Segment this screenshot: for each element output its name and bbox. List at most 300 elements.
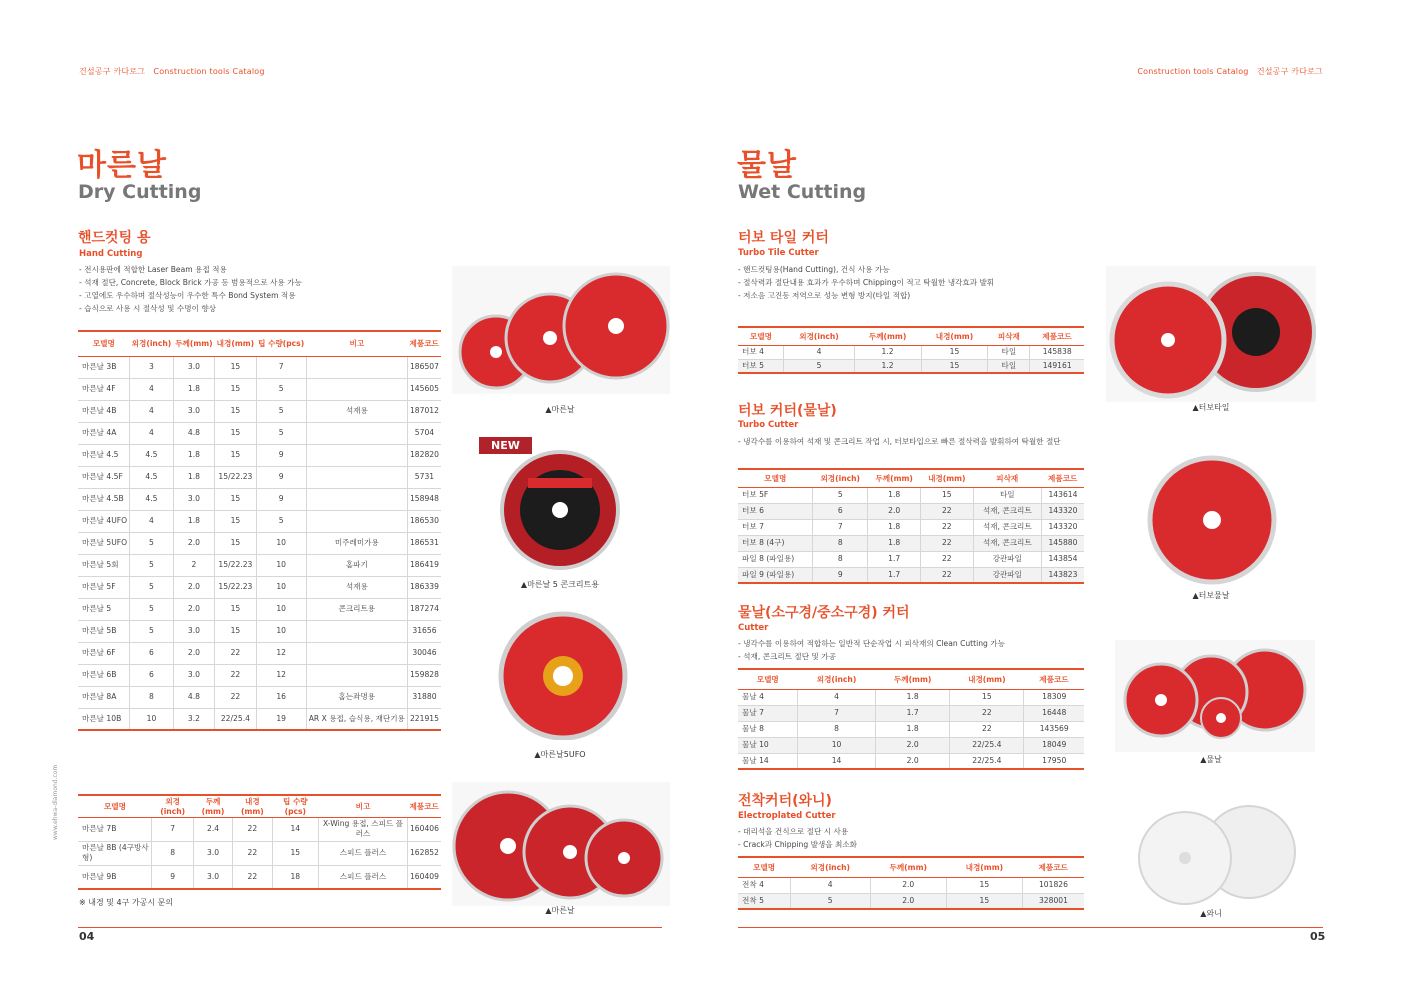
feature-item: - 습식으로 사용 시 절삭성 및 수명이 향상 — [79, 302, 449, 315]
table-cell: 5 — [130, 598, 174, 620]
column-header: 내경(mm) — [921, 327, 988, 345]
table-row — [738, 567, 1084, 583]
table-cell: 마른날 4A — [78, 422, 130, 444]
table-cell: 터보 6 — [738, 503, 813, 519]
product-photo-wet-blades — [1115, 640, 1315, 752]
page-number: 04 — [79, 930, 95, 943]
turbo-cutter-image — [1146, 454, 1278, 586]
table-row — [78, 400, 441, 422]
table-cell: 석재용 — [306, 576, 407, 598]
table-cell: 5 — [256, 400, 306, 422]
page-title-en: Wet Cutting — [738, 181, 867, 203]
table-cell: 5 — [813, 487, 868, 503]
table-cell: 22 — [233, 865, 272, 889]
table-cell — [306, 510, 407, 532]
table-cell: 1.8 — [876, 689, 950, 705]
table-cell: 마른날 6F — [78, 642, 130, 664]
table-cell: 마른날 4.5F — [78, 466, 130, 488]
table-cell: 187274 — [407, 598, 441, 620]
table-row — [738, 345, 1084, 359]
table-cell: 3 — [130, 356, 174, 378]
spec-table-turbo-tile — [738, 326, 1084, 374]
table-cell: 10 — [798, 737, 876, 753]
table-row — [78, 378, 441, 400]
running-header-en: Construction tools Catalog — [153, 67, 265, 76]
photo-caption: ▲터보타일 — [1192, 403, 1230, 412]
table-cell: 석재, 콘크리트 — [973, 503, 1041, 519]
table-cell: 마른날 4F — [78, 378, 130, 400]
feature-list — [738, 637, 1078, 663]
table-cell: 16448 — [1024, 705, 1084, 721]
table-cell: 15 — [215, 422, 256, 444]
table-cell: 타일 — [973, 487, 1041, 503]
table-cell: 15 — [215, 356, 256, 378]
column-header: 두께(mm) — [193, 795, 232, 817]
table-cell: 9 — [152, 865, 193, 889]
table-cell: 5 — [256, 422, 306, 444]
table-row — [738, 535, 1084, 551]
table-cell: 4 — [130, 378, 174, 400]
table-cell: 4 — [130, 400, 174, 422]
table-row — [738, 753, 1084, 769]
table-row — [78, 841, 441, 865]
table-cell: 159828 — [407, 664, 441, 686]
table-cell: 강관파일 — [973, 567, 1041, 583]
product-photo-ufo-blade — [496, 610, 630, 740]
photo-caption: ▲마른날 — [545, 405, 575, 414]
table-cell: 6 — [130, 664, 174, 686]
table-cell: 3.0 — [173, 620, 214, 642]
column-header: 외경(inch) — [784, 327, 854, 345]
table-cell: 3.0 — [193, 841, 232, 865]
table-cell: 홈파기 — [306, 554, 407, 576]
table-cell: 3.0 — [173, 664, 214, 686]
table-cell: 162852 — [407, 841, 441, 865]
table-row — [738, 705, 1084, 721]
table-cell: 석재, 콘크리트 — [973, 519, 1041, 535]
table-cell: 8 — [813, 551, 868, 567]
dry-blade-set-image — [452, 266, 670, 394]
table-row — [738, 487, 1084, 503]
table-cell: 22 — [215, 664, 256, 686]
table-cell: 마른날 8A — [78, 686, 130, 708]
product-photo-concrete-blade — [478, 440, 634, 572]
table-cell: 터보 5F — [738, 487, 813, 503]
feature-item: - 핸드컷팅용(Hand Cutting), 건식 사용 가능 — [738, 263, 1088, 276]
table-row — [738, 519, 1084, 535]
table-cell: 터보 5 — [738, 359, 784, 373]
table-cell: 31880 — [407, 686, 441, 708]
column-header: 제품코드 — [1030, 327, 1084, 345]
section-title-en: Turbo Tile Cutter — [738, 248, 819, 258]
feature-item: - 전시용판에 적합한 Laser Beam 용접 적용 — [79, 263, 449, 276]
feature-item: - 석재, 콘크리트 절단 및 가공 — [738, 650, 1078, 663]
table-cell: 9 — [256, 444, 306, 466]
table-cell: 터보 7 — [738, 519, 813, 535]
column-header: 내경(mm) — [920, 469, 973, 487]
table-cell: 2.0 — [876, 753, 950, 769]
turbo-tile-image — [1106, 266, 1316, 402]
table-cell: 4.5 — [130, 444, 174, 466]
table-row — [738, 721, 1084, 737]
feature-list — [79, 263, 449, 315]
table-cell: 18309 — [1024, 689, 1084, 705]
table-cell — [306, 466, 407, 488]
website-vertical-text: www.ehwa-diamond.com — [52, 764, 59, 840]
left-page — [0, 0, 701, 992]
table-cell: 1.7 — [868, 567, 921, 583]
feature-list — [738, 825, 1078, 851]
table-cell: 5731 — [407, 466, 441, 488]
speed-blade-set-image — [452, 782, 670, 906]
table-row — [78, 664, 441, 686]
table-cell: 22 — [920, 519, 973, 535]
table-cell: 마른날 3B — [78, 356, 130, 378]
section-title-kr: 터보 타일 커터 — [738, 230, 829, 246]
table-cell: 2.0 — [870, 893, 946, 909]
table-cell: 터보 8 (4구) — [738, 535, 813, 551]
table-cell — [306, 356, 407, 378]
table-cell: 7 — [256, 356, 306, 378]
table-cell — [306, 664, 407, 686]
table-cell: 15 — [215, 598, 256, 620]
table-cell: 143854 — [1041, 551, 1084, 567]
table-cell: 22 — [920, 503, 973, 519]
table-cell: 5 — [784, 359, 854, 373]
footer-rule — [738, 927, 1323, 928]
table-cell: 7 — [798, 705, 876, 721]
table-cell: 19 — [256, 708, 306, 730]
table-cell: 22 — [233, 841, 272, 865]
table-cell: 9 — [813, 567, 868, 583]
column-header: 두께(mm) — [854, 327, 921, 345]
page-title-en: Dry Cutting — [78, 181, 202, 203]
table-cell: 물날 10 — [738, 737, 798, 753]
column-header: 모델명 — [738, 469, 813, 487]
table-cell: 파일 8 (파일용) — [738, 551, 813, 567]
table-cell: 10 — [256, 620, 306, 642]
table-cell: 4.5 — [130, 488, 174, 510]
page-number: 05 — [1310, 930, 1326, 943]
blade-large — [564, 274, 668, 378]
table-cell: 5 — [256, 378, 306, 400]
table-cell: 4 — [130, 510, 174, 532]
column-header: 비고 — [306, 331, 407, 356]
table-row — [738, 503, 1084, 519]
table-cell: 22/25.4 — [950, 737, 1024, 753]
table-cell: 22 — [215, 686, 256, 708]
table-cell: 마른날 5B — [78, 620, 130, 642]
column-header: 외경(inch) — [798, 669, 876, 689]
table-cell: 스피드 플러스 — [319, 865, 408, 889]
table-cell: 물날 8 — [738, 721, 798, 737]
table-cell: 1.8 — [868, 535, 921, 551]
table-cell: 1.2 — [854, 359, 921, 373]
table-row — [738, 359, 1084, 373]
table-cell: 마른날 5UFO — [78, 532, 130, 554]
table-cell: 22 — [950, 721, 1024, 737]
table-row — [78, 576, 441, 598]
table-cell: 3.0 — [173, 488, 214, 510]
table-cell: 물날 14 — [738, 753, 798, 769]
table-cell: 3.2 — [173, 708, 214, 730]
column-header: 팁 수량(pcs) — [256, 331, 306, 356]
table-cell: 1.8 — [876, 721, 950, 737]
section-title-kr: 전착커터(와니) — [738, 793, 832, 809]
table-cell: 8 — [813, 535, 868, 551]
table-cell: 143320 — [1041, 503, 1084, 519]
table-cell: 10 — [130, 708, 174, 730]
table-row — [78, 554, 441, 576]
table-row — [78, 642, 441, 664]
table-cell: 15 — [921, 359, 988, 373]
table-cell: 4 — [130, 422, 174, 444]
table-cell: 전착 5 — [738, 893, 790, 909]
table-cell: 22 — [215, 642, 256, 664]
table-cell: 2.4 — [193, 817, 232, 841]
table-cell: 186419 — [407, 554, 441, 576]
table-cell: 145605 — [407, 378, 441, 400]
table-row — [78, 817, 441, 841]
product-photo-electroplated — [1115, 800, 1315, 908]
table-cell: 5 — [130, 620, 174, 642]
table-row — [78, 532, 441, 554]
table-cell: 8 — [130, 686, 174, 708]
table-cell: 물날 4 — [738, 689, 798, 705]
table-cell: 5704 — [407, 422, 441, 444]
table-cell: 15 — [215, 444, 256, 466]
column-header: 두께(mm) — [868, 469, 921, 487]
new-badge: NEW — [479, 437, 532, 454]
spec-table-hand-cutting — [78, 330, 441, 731]
table-cell — [306, 488, 407, 510]
table-cell: 타일 — [988, 345, 1030, 359]
table-cell: 4.8 — [173, 686, 214, 708]
page-title-kr: 물날 — [737, 148, 797, 183]
column-header: 내경(mm) — [215, 331, 256, 356]
table-cell: 마른날 9B — [78, 865, 152, 889]
table-cell: 2.0 — [868, 503, 921, 519]
column-header: 모델명 — [738, 327, 784, 345]
column-header: 제품코드 — [1041, 469, 1084, 487]
table-cell: 143569 — [1024, 721, 1084, 737]
table-cell: 5 — [790, 893, 870, 909]
table-cell: 10 — [256, 554, 306, 576]
section-title-en: Electroplated Cutter — [738, 811, 836, 821]
feature-item: - Crack과 Chipping 발생을 최소화 — [738, 838, 1078, 851]
feature-item: - 냉각수를 이용하여 적합하는 일반적 단순작업 시 피삭재의 Clean Cutting 가능 — [738, 637, 1078, 650]
table-cell: 석재용 — [306, 400, 407, 422]
table-cell: 30046 — [407, 642, 441, 664]
table-cell: 5 — [130, 576, 174, 598]
table-cell: 2.0 — [173, 576, 214, 598]
table-cell: 22 — [950, 705, 1024, 721]
column-header: 내경(mm) — [946, 857, 1022, 877]
ufo-blade-image — [496, 610, 630, 740]
table-cell: X-Wing 용접, 스피드 플러스 — [319, 817, 408, 841]
wet-blade-set-image — [1115, 640, 1315, 752]
table-cell: 143823 — [1041, 567, 1084, 583]
table-cell: 1.8 — [173, 510, 214, 532]
table-row — [78, 356, 441, 378]
running-header-kr: 건설공구 카다로그 — [1256, 67, 1323, 76]
section-title-en: Cutter — [738, 623, 769, 633]
table-cell: 6 — [130, 642, 174, 664]
column-header: 내경(mm) — [233, 795, 272, 817]
section-title-kr: 터보 커터(물날) — [738, 403, 837, 419]
column-header: 두께(mm) — [876, 669, 950, 689]
column-header: 피삭재 — [988, 327, 1030, 345]
photo-caption: ▲물날 — [1200, 755, 1222, 764]
photo-caption: ▲마른날 — [545, 906, 575, 915]
table-cell: 4.8 — [173, 422, 214, 444]
column-header: 제품코드 — [407, 795, 441, 817]
table-cell: 5 — [256, 510, 306, 532]
table-cell: 101826 — [1022, 877, 1084, 893]
table-cell — [306, 422, 407, 444]
feature-item: - 냉각수를 이용하여 석재 및 콘크리트 작업 시, 터보타입으로 빠른 절삭력을 발휘하여 탁월한 절단 — [738, 435, 1078, 448]
table-cell: 31656 — [407, 620, 441, 642]
table-row — [738, 689, 1084, 705]
table-cell — [306, 444, 407, 466]
table-cell: 145880 — [1041, 535, 1084, 551]
column-header: 외경(inch) — [813, 469, 868, 487]
table-cell: 마른날 10B — [78, 708, 130, 730]
table-cell: 마른날 7B — [78, 817, 152, 841]
table-cell: 182820 — [407, 444, 441, 466]
table-cell: 158948 — [407, 488, 441, 510]
feature-item: - 대리석을 건식으로 절단 시 사용 — [738, 825, 1078, 838]
table-cell: 12 — [256, 642, 306, 664]
table-cell: 22/25.4 — [950, 753, 1024, 769]
table-cell: 마른날 4UFO — [78, 510, 130, 532]
running-header-en: Construction tools Catalog — [1137, 67, 1249, 76]
photo-caption: ▲와니 — [1200, 909, 1222, 918]
table-cell: 콘크리트용 — [306, 598, 407, 620]
section-title-kr: 물날(소구경/중소구경) 커터 — [738, 605, 910, 621]
table-cell: 9 — [256, 466, 306, 488]
table-row — [78, 488, 441, 510]
table-cell: 4 — [790, 877, 870, 893]
table-cell: 15/22.23 — [215, 466, 256, 488]
table-cell: 18 — [272, 865, 319, 889]
table-row — [738, 551, 1084, 567]
column-header: 제품코드 — [1022, 857, 1084, 877]
spec-table-electroplated — [738, 856, 1084, 910]
table-cell: 6 — [813, 503, 868, 519]
product-photo-turbo-cutter — [1146, 454, 1278, 586]
table-cell: 15 — [215, 378, 256, 400]
table-row — [78, 510, 441, 532]
page-title-kr: 마른날 — [77, 148, 167, 183]
table-cell: 145838 — [1030, 345, 1084, 359]
running-header-kr: 건설공구 카다로그 — [79, 67, 146, 76]
column-header: 외경(inch) — [130, 331, 174, 356]
column-header: 팁 수량(pcs) — [272, 795, 319, 817]
running-header — [79, 66, 265, 77]
table-cell: 1.8 — [173, 444, 214, 466]
table-cell: 4 — [784, 345, 854, 359]
electroplated-blade-image — [1115, 800, 1315, 908]
column-header: 제품코드 — [1024, 669, 1084, 689]
feature-list — [738, 263, 1088, 302]
table-cell — [306, 620, 407, 642]
product-photo-speed-blades — [452, 782, 670, 906]
table-cell: 파일 9 (파일용) — [738, 567, 813, 583]
column-header: 외경(inch) — [790, 857, 870, 877]
column-header: 모델명 — [78, 331, 130, 356]
table-cell: 14 — [798, 753, 876, 769]
table-row — [738, 737, 1084, 753]
table-cell: 149161 — [1030, 359, 1084, 373]
table-cell: 5 — [130, 554, 174, 576]
table-cell: 10 — [256, 532, 306, 554]
table-cell: 22 — [920, 535, 973, 551]
photo-caption: ▲터보물날 — [1192, 591, 1230, 600]
table-cell: 221915 — [407, 708, 441, 730]
right-page — [701, 0, 1403, 992]
table-cell: 143614 — [1041, 487, 1084, 503]
table-cell: 1.8 — [868, 487, 921, 503]
column-header: 모델명 — [738, 669, 798, 689]
table-cell: 15 — [950, 689, 1024, 705]
table-cell: 15 — [215, 488, 256, 510]
inquiry-note: ※ 내경 및 4구 가공시 문의 — [79, 898, 174, 907]
table-cell: 마른날 4.5 — [78, 444, 130, 466]
table-cell: 타일 — [988, 359, 1030, 373]
table-row — [78, 466, 441, 488]
table-cell: 마른날 6B — [78, 664, 130, 686]
table-cell — [306, 642, 407, 664]
table-cell: 1.8 — [173, 378, 214, 400]
table-row — [738, 893, 1084, 909]
photo-caption: ▲마른날 5 콘크리트용 — [520, 580, 600, 589]
table-cell: 15/22.23 — [215, 554, 256, 576]
column-header: 두께(mm) — [870, 857, 946, 877]
table-cell: 4.5 — [130, 466, 174, 488]
table-cell: 마른날 5F — [78, 576, 130, 598]
table-cell: 9 — [256, 488, 306, 510]
table-cell: 1.2 — [854, 345, 921, 359]
table-cell: 186530 — [407, 510, 441, 532]
table-cell: 1.7 — [868, 551, 921, 567]
table-cell: 8 — [798, 721, 876, 737]
table-cell: 22/25.4 — [215, 708, 256, 730]
table-cell — [306, 378, 407, 400]
table-cell: 미주레미가용 — [306, 532, 407, 554]
table-cell: 2.0 — [876, 737, 950, 753]
column-header: 모델명 — [738, 857, 790, 877]
table-cell: 3.0 — [173, 356, 214, 378]
footer-rule — [78, 927, 662, 928]
table-cell: 186507 — [407, 356, 441, 378]
table-cell: 160406 — [407, 817, 441, 841]
feature-item: - 고열에도 우수하며 절삭성능이 우수한 특수 Bond System 적용 — [79, 289, 449, 302]
table-row — [78, 686, 441, 708]
feature-item: - 저소음 고진동 저역으로 성능 변형 방지(타일 적합) — [738, 289, 1088, 302]
section-title-en: Turbo Cutter — [738, 420, 799, 430]
table-cell: 22 — [233, 817, 272, 841]
table-cell: 마른날 5회 — [78, 554, 130, 576]
table-cell: 15 — [946, 893, 1022, 909]
table-cell: 3.0 — [173, 400, 214, 422]
table-cell: 10 — [256, 598, 306, 620]
table-cell: 강관파일 — [973, 551, 1041, 567]
table-cell: 328001 — [1022, 893, 1084, 909]
spec-table-speed-plus — [78, 794, 441, 890]
table-cell: 15/22.23 — [215, 576, 256, 598]
table-cell: 15 — [946, 877, 1022, 893]
